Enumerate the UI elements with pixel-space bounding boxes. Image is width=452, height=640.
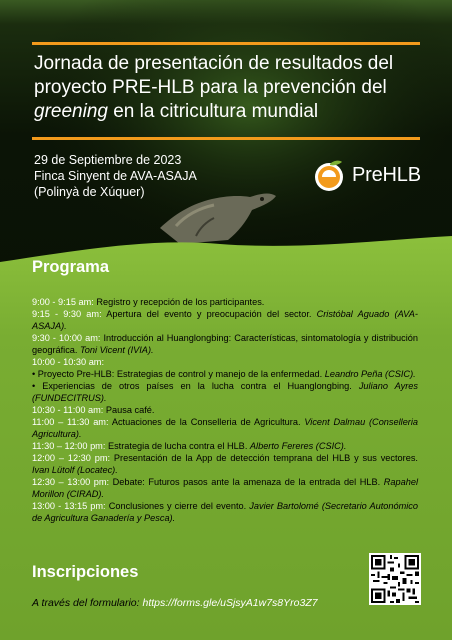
program-text: • Proyecto Pre-HLB: Estrategias de control y manejo de la enfermedad.	[32, 369, 325, 379]
title-line-2: proyecto PRE-HLB para la prevención del	[34, 77, 387, 98]
program-item	[32, 356, 418, 368]
program-item	[32, 368, 418, 380]
program-time: 10:00 - 10:30 am:	[32, 357, 105, 367]
poster-title	[34, 52, 426, 124]
program-speaker: Alberto Fereres (CSIC).	[249, 441, 347, 451]
registration-link[interactable]: https://forms.gle/uSjsyA1w7s8Yro3Z7	[139, 597, 318, 609]
qr-code[interactable]	[369, 553, 421, 605]
program-speaker: Toni Vicent (IVIA).	[80, 345, 154, 355]
program-time: 11:30 – 12:00 pm:	[32, 441, 106, 451]
program-item	[32, 440, 418, 452]
program-time: 13:00 - 13:15 pm:	[32, 501, 106, 511]
program-text: Pausa café.	[103, 405, 155, 415]
program-item	[32, 332, 418, 356]
bottom-divider	[32, 137, 420, 140]
prehlb-logo	[312, 158, 421, 192]
program-text: Registro y recepción de los participantes.	[93, 297, 265, 307]
program-item	[32, 404, 418, 416]
program-speaker: Javier Bartolomé (Secretario Autonómico de Agricultura Ganadería y Pesca).	[32, 501, 419, 523]
registration-prefix: A través del formulario:	[32, 597, 140, 609]
program-time: 12:00 – 12:30 pm:	[32, 453, 111, 463]
registration-heading: Inscripciones	[32, 563, 139, 581]
program-speaker: Ivan Lütolf (Locatec).	[32, 465, 118, 475]
program-heading: Programa	[32, 258, 110, 276]
orange-icon	[312, 158, 346, 192]
title-line-1: Jornada de presentación de resultados del	[34, 53, 394, 74]
program-text: Introducción al Huanglongbing: Características, sintomatología y distribución geográfica.	[32, 333, 419, 355]
registration-line	[32, 597, 318, 609]
program-time: 12:30 – 13:00 pm:	[32, 477, 110, 487]
program-time: 9:30 - 10:00 am:	[32, 333, 101, 343]
program-item	[32, 380, 418, 404]
title-emphasis: greening	[34, 101, 108, 122]
program-text: Debate: Futuros pasos ante la amenaza de la entrada del HLB.	[109, 477, 384, 487]
program-speaker: Juliano Ayres (FUNDECITRUS).	[32, 381, 418, 403]
program-list	[32, 296, 418, 524]
title-line-3: en la citricultura mundial	[107, 101, 319, 122]
program-item	[32, 476, 418, 500]
program-item	[32, 452, 418, 476]
event-date: 29 de Septiembre de 2023	[34, 153, 182, 167]
program-speaker: Vicent Dalmau (Conselleria Agricultura).	[32, 417, 419, 439]
program-item	[32, 296, 418, 308]
program-text: Actuaciones de la Conselleria de Agricultura.	[108, 417, 305, 427]
program-text: Conclusiones y cierre del evento.	[105, 501, 250, 511]
program-speaker: Leandro Peña (CSIC).	[324, 369, 416, 379]
event-info	[34, 152, 197, 200]
program-time: 9:15 - 9:30 am:	[32, 309, 102, 319]
program-time: 9:00 - 9:15 am:	[32, 297, 94, 307]
program-item	[32, 416, 418, 440]
program-text: • Experiencias de otros países en la lucha contra el Huanglongbing.	[32, 381, 359, 391]
program-text: Presentación de la App de detección temprana del HLB y sus vectores.	[110, 453, 418, 463]
program-speaker: Rapahel Morillon (CIRAD).	[32, 477, 418, 499]
logo-text: PreHLB	[352, 163, 421, 186]
program-text: Estrategia de lucha contra el HLB.	[105, 441, 250, 451]
program-item	[32, 308, 418, 332]
top-divider	[32, 42, 420, 45]
program-speaker: Cristóbal Aguado (AVA-ASAJA).	[32, 309, 418, 331]
event-location: (Polinyà de Xúquer)	[34, 185, 145, 199]
program-time: 11:00 – 11:30 am:	[32, 417, 109, 427]
program-text: Apertura del evento y preocupación del sector.	[101, 309, 317, 319]
program-item	[32, 500, 418, 524]
event-venue: Finca Sinyent de AVA-ASAJA	[34, 169, 197, 183]
program-time: 10:30 - 11:00 am:	[32, 405, 104, 415]
